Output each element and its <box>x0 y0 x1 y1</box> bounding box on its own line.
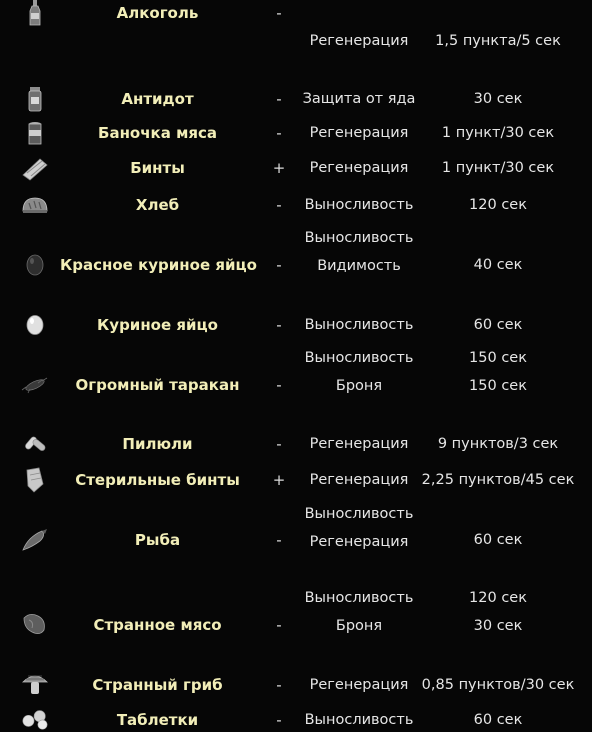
item-name: Стерильные бинты <box>75 471 240 489</box>
item-duration: 60 сек <box>473 712 523 728</box>
item-effect: Регенерация <box>309 33 409 49</box>
item-name: Рыба <box>134 531 181 549</box>
item-duration: 2,25 пунктов/45 сек <box>421 472 575 488</box>
item-duration: 1 пункт/30 сек <box>441 160 555 176</box>
tablets-icon <box>20 706 50 732</box>
item-effect: Регенерация <box>309 160 409 176</box>
item-sign: - <box>276 711 282 729</box>
item-sign: - <box>276 376 282 394</box>
item-duration: 1 пункт/30 сек <box>441 125 555 141</box>
item-sign: - <box>276 256 282 274</box>
item-effect: Видимость <box>317 258 401 274</box>
item-name: Алкоголь <box>116 4 199 22</box>
item-effect: Броня <box>335 378 383 394</box>
strange-meat-icon <box>20 611 50 637</box>
item-name: Странное мясо <box>93 616 222 634</box>
item-sign: - <box>276 90 282 108</box>
item-effect: Выносливость <box>304 197 414 213</box>
item-name: Пилюли <box>122 435 193 453</box>
item-duration: 150 сек <box>469 378 527 394</box>
item-duration: 30 сек <box>473 91 523 107</box>
item-effect: Регенерация <box>309 534 409 550</box>
item-name: Антидот <box>121 90 194 108</box>
jar-icon <box>20 86 50 112</box>
egg-icon <box>20 312 50 338</box>
item-sign: - <box>276 4 282 22</box>
item-duration: 40 сек <box>473 257 523 273</box>
item-duration: 1,5 пункта/5 сек <box>435 33 561 49</box>
item-effect: Выносливость <box>304 506 414 522</box>
mushroom-icon <box>20 670 50 696</box>
item-effect: Выносливость <box>304 317 414 333</box>
item-name: Таблетки <box>116 711 199 729</box>
item-sign: - <box>276 124 282 142</box>
item-effect: Выносливость <box>304 230 414 246</box>
item-name: Баночка мяса <box>98 124 217 142</box>
item-duration: 150 сек <box>469 350 527 366</box>
item-sign: - <box>276 531 282 549</box>
item-sign: - <box>276 316 282 334</box>
item-sign: + <box>272 471 286 489</box>
item-sign: - <box>276 435 282 453</box>
pills-icon <box>20 431 50 457</box>
item-sign: + <box>272 159 286 177</box>
cockroach-icon <box>20 372 50 398</box>
red-egg-icon <box>20 252 50 278</box>
item-duration: 0,85 пунктов/30 сек <box>421 677 575 693</box>
item-duration: 120 сек <box>469 590 527 606</box>
item-name: Куриное яйцо <box>97 316 218 334</box>
item-effect: Регенерация <box>309 436 409 452</box>
bread-icon <box>20 192 50 218</box>
item-duration: 120 сек <box>469 197 527 213</box>
item-name: Красное куриное яйцо <box>60 256 257 274</box>
item-effect: Регенерация <box>309 472 409 488</box>
item-effect: Выносливость <box>304 350 414 366</box>
item-effect: Выносливость <box>304 590 414 606</box>
sterile-bandage-icon <box>20 467 50 493</box>
item-duration: 60 сек <box>473 532 523 548</box>
item-name: Огромный таракан <box>75 376 240 394</box>
item-effect: Выносливость <box>304 712 414 728</box>
item-sign: - <box>276 616 282 634</box>
item-sign: - <box>276 676 282 694</box>
item-effect: Защита от яда <box>302 91 416 107</box>
item-duration: 60 сек <box>473 317 523 333</box>
item-effect: Регенерация <box>309 125 409 141</box>
item-name: Странный гриб <box>92 676 223 694</box>
item-sign: - <box>276 196 282 214</box>
item-effect: Броня <box>335 618 383 634</box>
bandage-icon <box>20 155 50 181</box>
item-duration: 9 пунктов/3 сек <box>437 436 559 452</box>
bottle-icon <box>20 0 50 26</box>
item-name: Хлеб <box>135 196 180 214</box>
item-duration: 30 сек <box>473 618 523 634</box>
item-name: Бинты <box>130 159 185 177</box>
item-effect: Регенерация <box>309 677 409 693</box>
fish-icon <box>20 527 50 553</box>
can-icon <box>20 120 50 146</box>
